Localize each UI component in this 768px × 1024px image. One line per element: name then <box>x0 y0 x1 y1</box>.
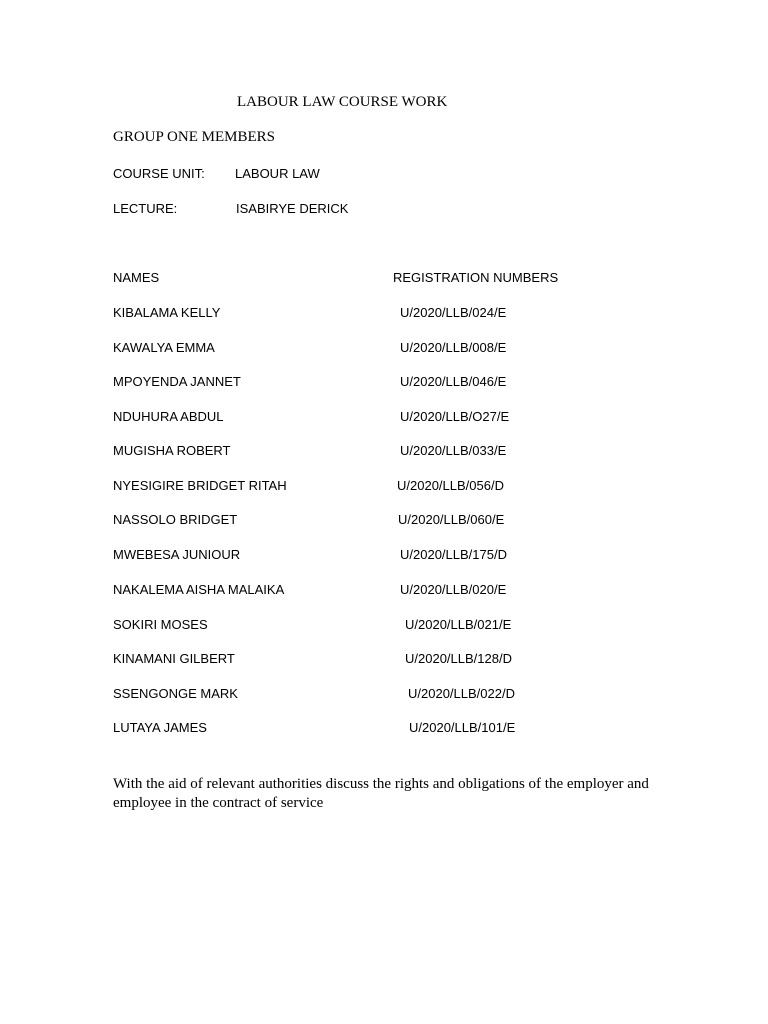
member-row <box>0 444 768 462</box>
course-unit-value: LABOUR LAW <box>235 166 320 181</box>
member-registration-number: U/2020/LLB/033/E <box>400 443 507 458</box>
member-name: MUGISHA ROBERT <box>113 443 231 458</box>
member-name: KIBALAMA KELLY <box>113 305 221 320</box>
member-registration-number: U/2020/LLB/175/D <box>400 547 507 562</box>
course-unit-label: COURSE UNIT: <box>113 166 205 181</box>
member-row <box>0 479 768 497</box>
member-row <box>0 548 768 566</box>
member-row <box>0 341 768 359</box>
member-registration-number: U/2020/LLB/024/E <box>400 305 507 320</box>
member-registration-number: U/2020/LLB/O27/E <box>400 409 510 424</box>
member-name: NASSOLO BRIDGET <box>113 512 238 527</box>
member-name: NDUHURA ABDUL <box>113 409 224 424</box>
member-name: KINAMANI GILBERT <box>113 651 235 666</box>
member-row <box>0 513 768 531</box>
member-row <box>0 583 768 601</box>
coursework-question: With the aid of relevant authorities discuss the rights and obligations of the employer and employee in the contract of service <box>113 776 649 811</box>
member-registration-number: U/2020/LLB/056/D <box>397 478 504 493</box>
member-name: SOKIRI MOSES <box>113 617 208 632</box>
member-name: NYESIGIRE BRIDGET RITAH <box>113 478 287 493</box>
member-registration-number: U/2020/LLB/060/E <box>398 512 505 527</box>
member-row <box>0 410 768 428</box>
member-registration-number: U/2020/LLB/021/E <box>405 617 512 632</box>
member-registration-number: U/2020/LLB/020/E <box>400 582 507 597</box>
member-name: SSENGONGE MARK <box>113 686 238 701</box>
member-row <box>0 652 768 670</box>
member-row <box>0 687 768 705</box>
member-name: MWEBESA JUNIOUR <box>113 547 241 562</box>
member-registration-number: U/2020/LLB/022/D <box>408 686 515 701</box>
lecture-label: LECTURE: <box>113 201 178 216</box>
member-name: LUTAYA JAMES <box>113 720 207 735</box>
member-row <box>0 306 768 324</box>
member-name: KAWALYA EMMA <box>113 340 215 355</box>
member-registration-number: U/2020/LLB/101/E <box>409 720 516 735</box>
group-heading: GROUP ONE MEMBERS <box>113 129 275 145</box>
member-registration-number: U/2020/LLB/128/D <box>405 651 512 666</box>
member-registration-number: U/2020/LLB/046/E <box>400 374 507 389</box>
registration-column-header: REGISTRATION NUMBERS <box>393 270 559 285</box>
lecture-value: ISABIRYE DERICK <box>236 201 349 216</box>
document-title: LABOUR LAW COURSE WORK <box>237 94 448 110</box>
member-registration-number: U/2020/LLB/008/E <box>400 340 507 355</box>
names-column-header: NAMES <box>113 270 160 285</box>
member-row <box>0 721 768 739</box>
member-name: MPOYENDA JANNET <box>113 374 241 389</box>
member-name: NAKALEMA AISHA MALAIKA <box>113 582 285 597</box>
member-row <box>0 375 768 393</box>
member-row <box>0 618 768 636</box>
